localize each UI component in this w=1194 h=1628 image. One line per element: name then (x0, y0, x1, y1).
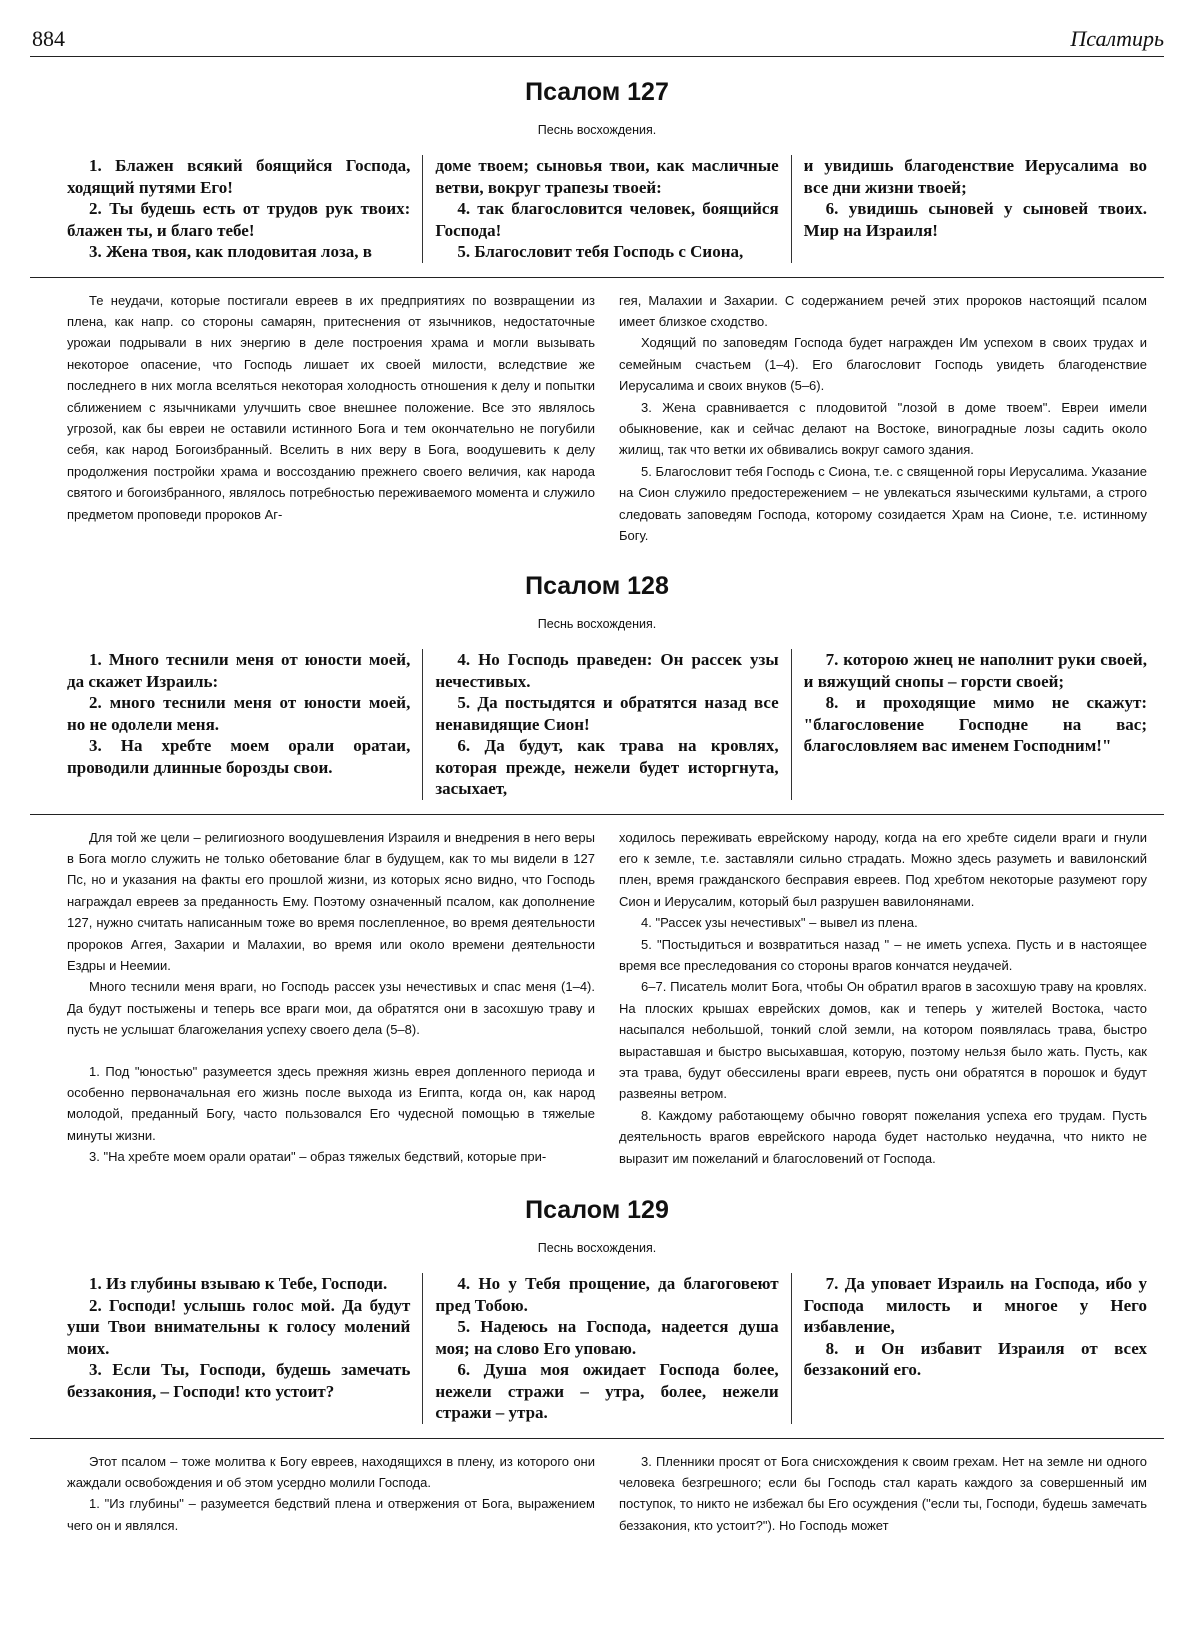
verse: 4. Но у Тебя прощение, да благоговеют пред Тобою. (435, 1274, 779, 1315)
commentary-paragraph: 1. Под "юностью" разумеется здесь прежняя жизнь еврея допленного периода и особенно первоначальная его жизнь после выхода из Египта, когда он, как народ молодой, преданный Богу, часто пользовался Его чудесной помощью в тяжелые минуты жизни. (67, 1063, 595, 1143)
commentary-paragraph: 5. "Постыдиться и возвратиться назад " – не иметь успеха. Пусть и в настоящее время все преследования со стороны врагов кончатся неудачей. (619, 936, 1147, 973)
verse: 2. много теснили меня от юности моей, но не одолели меня. (67, 693, 411, 734)
verse: 6. увидишь сыновей у сыновей твоих. Мир на Израиля! (803, 199, 1147, 240)
commentary-paragraph: Ходящий по заповедям Господа будет награжден Им успехом в своих трудах и семейным счастьем (1–4). Его благословит Господь увидеть благоденствие Иерусалима и своих внуков (5–6). (619, 335, 1147, 394)
commentary-paragraph: 3. Жена сравнивается с плодовитой "лозой в доме твоем". Евреи имели обыкновение, как и сейчас делают на Востоке, виноградные лозы садить около жилищ, так что ветки их обвивались вокруг самого здания. (619, 399, 1147, 458)
verse: 2. Ты будешь есть от трудов рук твоих: блажен ты, и благо тебе! (67, 199, 411, 240)
psalm-subtitle: Песнь восхождения. (537, 123, 657, 137)
verse: 6. Да будут, как трава на кровлях, которая прежде, нежели будет исторгнута, засыхает, (435, 736, 779, 798)
verse: и увидишь благоденствие Иерусалима во все дни жизни твоей; (803, 156, 1147, 197)
commentary-column (607, 827, 1159, 1170)
verse: 3. Если Ты, Господи, будешь замечать беззакония, – Господи! кто устоит? (67, 1360, 411, 1401)
page-number: 884 (32, 26, 65, 51)
verse-column (55, 1273, 422, 1424)
verse: 1. Много теснили меня от юности моей, да скажет Израиль: (67, 650, 411, 691)
psalm-title: Псалом 129 (525, 1196, 669, 1224)
commentary-paragraph: 3. Пленники просят от Бога снисхождения к своим грехам. Нет на земле ни одного человека безгрешного; если бы Господь стал карать каждого за совершенный им поступок, то никто не избежал бы Его осуждения ("если ты, Господи, будешь замечать беззакония, кто устоит?"). Но Господь может (619, 1453, 1147, 1533)
verse: 8. и Он избавит Израиля от всех беззаконий его. (803, 1338, 1147, 1379)
verse: доме твоем; сыновья твои, как масличные ветви, вокруг трапезы твоей: (435, 156, 779, 197)
verse: 1. Блажен всякий боящийся Господа, ходящий путями Его! (67, 156, 411, 197)
verse-column (55, 649, 422, 800)
psalm-128-section (30, 572, 1164, 1169)
psalm-subtitle: Песнь восхождения. (537, 617, 657, 631)
verse: 1. Из глубины взываю к Тебе, Господи. (89, 1274, 388, 1293)
commentary-paragraph: гея, Малахии и Захарии. С содержанием речей этих пророков настоящий псалом имеет близкое сходство. (619, 292, 1147, 329)
psalm-127-section (30, 78, 1164, 546)
verse-columns (30, 649, 1164, 800)
commentary-paragraph: 1. "Из глубины" – разумеется бедствий плена и отвержения от Бога, выражением чего он и являлся. (67, 1496, 595, 1533)
verse-columns (30, 1273, 1164, 1424)
commentary-paragraph: Этот псалом – тоже молитва к Богу евреев, находящихся в плену, из которого они жаждали освобождения и об этом усердно молили Господа. (67, 1453, 595, 1490)
verse-column (791, 1273, 1159, 1424)
commentary-paragraph: Много теснили меня враги, но Господь рассек узы нечестивых и спас меня (1–4). Да будут постыжены и теперь все враги мои, да обратятся они в засохшую траву и пусть не услышат благожелания успеху своего дела (5–8). (67, 979, 595, 1038)
psalm-129-section (30, 1196, 1164, 1536)
commentary-paragraph: 3. "На хребте моем орали оратаи" – образ тяжелых бедствий, которые при- (89, 1149, 547, 1165)
verse-column (55, 155, 422, 263)
commentary-paragraph: 4. "Рассек узы нечестивых" – вывел из плена. (641, 915, 918, 931)
verse: 5. Благословит тебя Господь с Сиона, (457, 242, 744, 261)
commentary-columns (30, 290, 1164, 547)
commentary-paragraph: 5. Благословит тебя Господь с Сиона, т.е. с священной горы Иерусалима. Указание на Сион служило предостережением – не увлекаться языческими культами, а строго следовать заповедям Господа, которому созидается Храм на Сионе, т.е. истинному Богу. (619, 463, 1147, 543)
psalm-title: Псалом 127 (525, 78, 669, 106)
commentary-column (55, 1451, 607, 1537)
verse-column (422, 1273, 790, 1424)
section-divider (30, 814, 1164, 815)
running-head (32, 22, 1164, 52)
verse-column (791, 155, 1159, 263)
verse: 4. так благословится человек, боящийся Господа! (435, 199, 779, 240)
section-divider (30, 1438, 1164, 1439)
header-divider (30, 56, 1164, 57)
verse: 8. и проходящие мимо не скажут: "благословение Господне на вас; благословляем вас именем Господним!" (803, 693, 1147, 755)
verse: 3. Жена твоя, как плодовитая лоза, в (89, 242, 372, 261)
commentary-paragraph: Для той же цели – религиозного воодушевления Израиля и внедрения в него веры в Бога могло служить не только обетование благ в будущем, как то мы видели в 127 Пс, но и указания на факты его прошлой жизни, из которых ясно видно, что Господь награждал евреев за преданность Ему. Поэтому означенный псалом, как дополнение 127, нужно считать написанным тоже во время послепленное, во время деятельности пророков Аггея, Захарии и Малахии, во время или около времени деятельности Ездры и Неемии. (67, 829, 595, 973)
verse: 3. На хребте моем орали оратаи, проводили длинные борозды свои. (67, 736, 411, 777)
book-title: Псалтирь (1070, 26, 1164, 51)
commentary-paragraph: ходилось переживать еврейскому народу, когда на его хребте сидели враги и гнули его к земле, т.е. заставляли сильно страдать. Можно здесь разуметь и вавилонский плен, время гражданского бесправия евреев. Под хребтом некоторые разумеют гору Сион и Иерусалим, который был разрушен вавилонянами. (619, 829, 1147, 909)
commentary-column (55, 290, 607, 547)
verse: 2. Господи! услышь голос мой. Да будут уши Твои внимательны к голосу молений моих. (67, 1295, 411, 1358)
verse: 5. Надеюсь на Господа, надеется душа моя; на слово Его уповаю. (435, 1317, 779, 1358)
verse-column (791, 649, 1159, 800)
verse: 5. Да постыдятся и обратятся назад все ненавидящие Сион! (435, 693, 779, 734)
verse-column (422, 649, 790, 800)
verse: 7. Да уповает Израиль на Господа, ибо у Господа милость и многое у Него избавление, (803, 1274, 1147, 1336)
commentary-column (607, 1451, 1159, 1537)
section-divider (30, 277, 1164, 278)
verse: 7. которою жнец не наполнит руки своей, и вяжущий снопы – горсти своей; (803, 650, 1147, 691)
commentary-column (55, 827, 607, 1170)
commentary-columns (30, 827, 1164, 1170)
commentary-column (607, 290, 1159, 547)
commentary-paragraph: Те неудачи, которые постигали евреев в их предприятиях по возвращении из плена, как напр. со стороны самарян, притеснения от язычников, недостаточные урожаи подрывали в них энергию в деле построения храма и могли вызывать некоторое опасение, что Господь лишает их своей милости, вследствие же последнего в них могла вселяться некоторая холодность отношения к делу и попытки сближением с язычниками улучшить свое внешнее положение. Все это являлось угрозой, как бы евреи не оставили истинного Бога и тем окончательно не погубили себя, как народ Богоизбранный. Вселить в них веру в Бога, воодушевить к делу продолжения постройки храма и воссозданию прежнего своего величия, как народа святого и богоизбранного, являлось потребностью переживаемого момента и служило предметом проповеди пророков Аг- (67, 292, 595, 522)
verse-column (422, 155, 790, 263)
commentary-paragraph: 6–7. Писатель молит Бога, чтобы Он обратил врагов в засохшую траву на кровлях. На плоских крышах еврейских домов, как и теперь у жителей Востока, часто насыпался небольшой, тонкий слой земли, на котором появлялась трава, быстро выраставшая и быстро высыхавшая, которую, поэтому нельзя было жать. Пусть, как эта трава, будут обессилены враги евреев, пусть они обратятся в порошок и будут развеяны ветром. (619, 979, 1147, 1102)
verse: 4. Но Господь праведен: Он рассек узы нечестивых. (435, 650, 779, 691)
verse-columns (30, 155, 1164, 263)
commentary-columns (30, 1451, 1164, 1537)
commentary-paragraph: 8. Каждому работающему обычно говорят пожелания успеха его трудам. Пусть деятельность врагов еврейского народа будет настолько неудачна, что никто не выразит им пожеланий и благословений от Господа. (619, 1107, 1147, 1166)
psalm-subtitle: Песнь восхождения. (537, 1241, 657, 1255)
verse: 6. Душа моя ожидает Господа более, нежели стражи – утра, более, нежели стражи – утра. (435, 1360, 779, 1422)
psalm-title: Псалом 128 (525, 572, 669, 600)
